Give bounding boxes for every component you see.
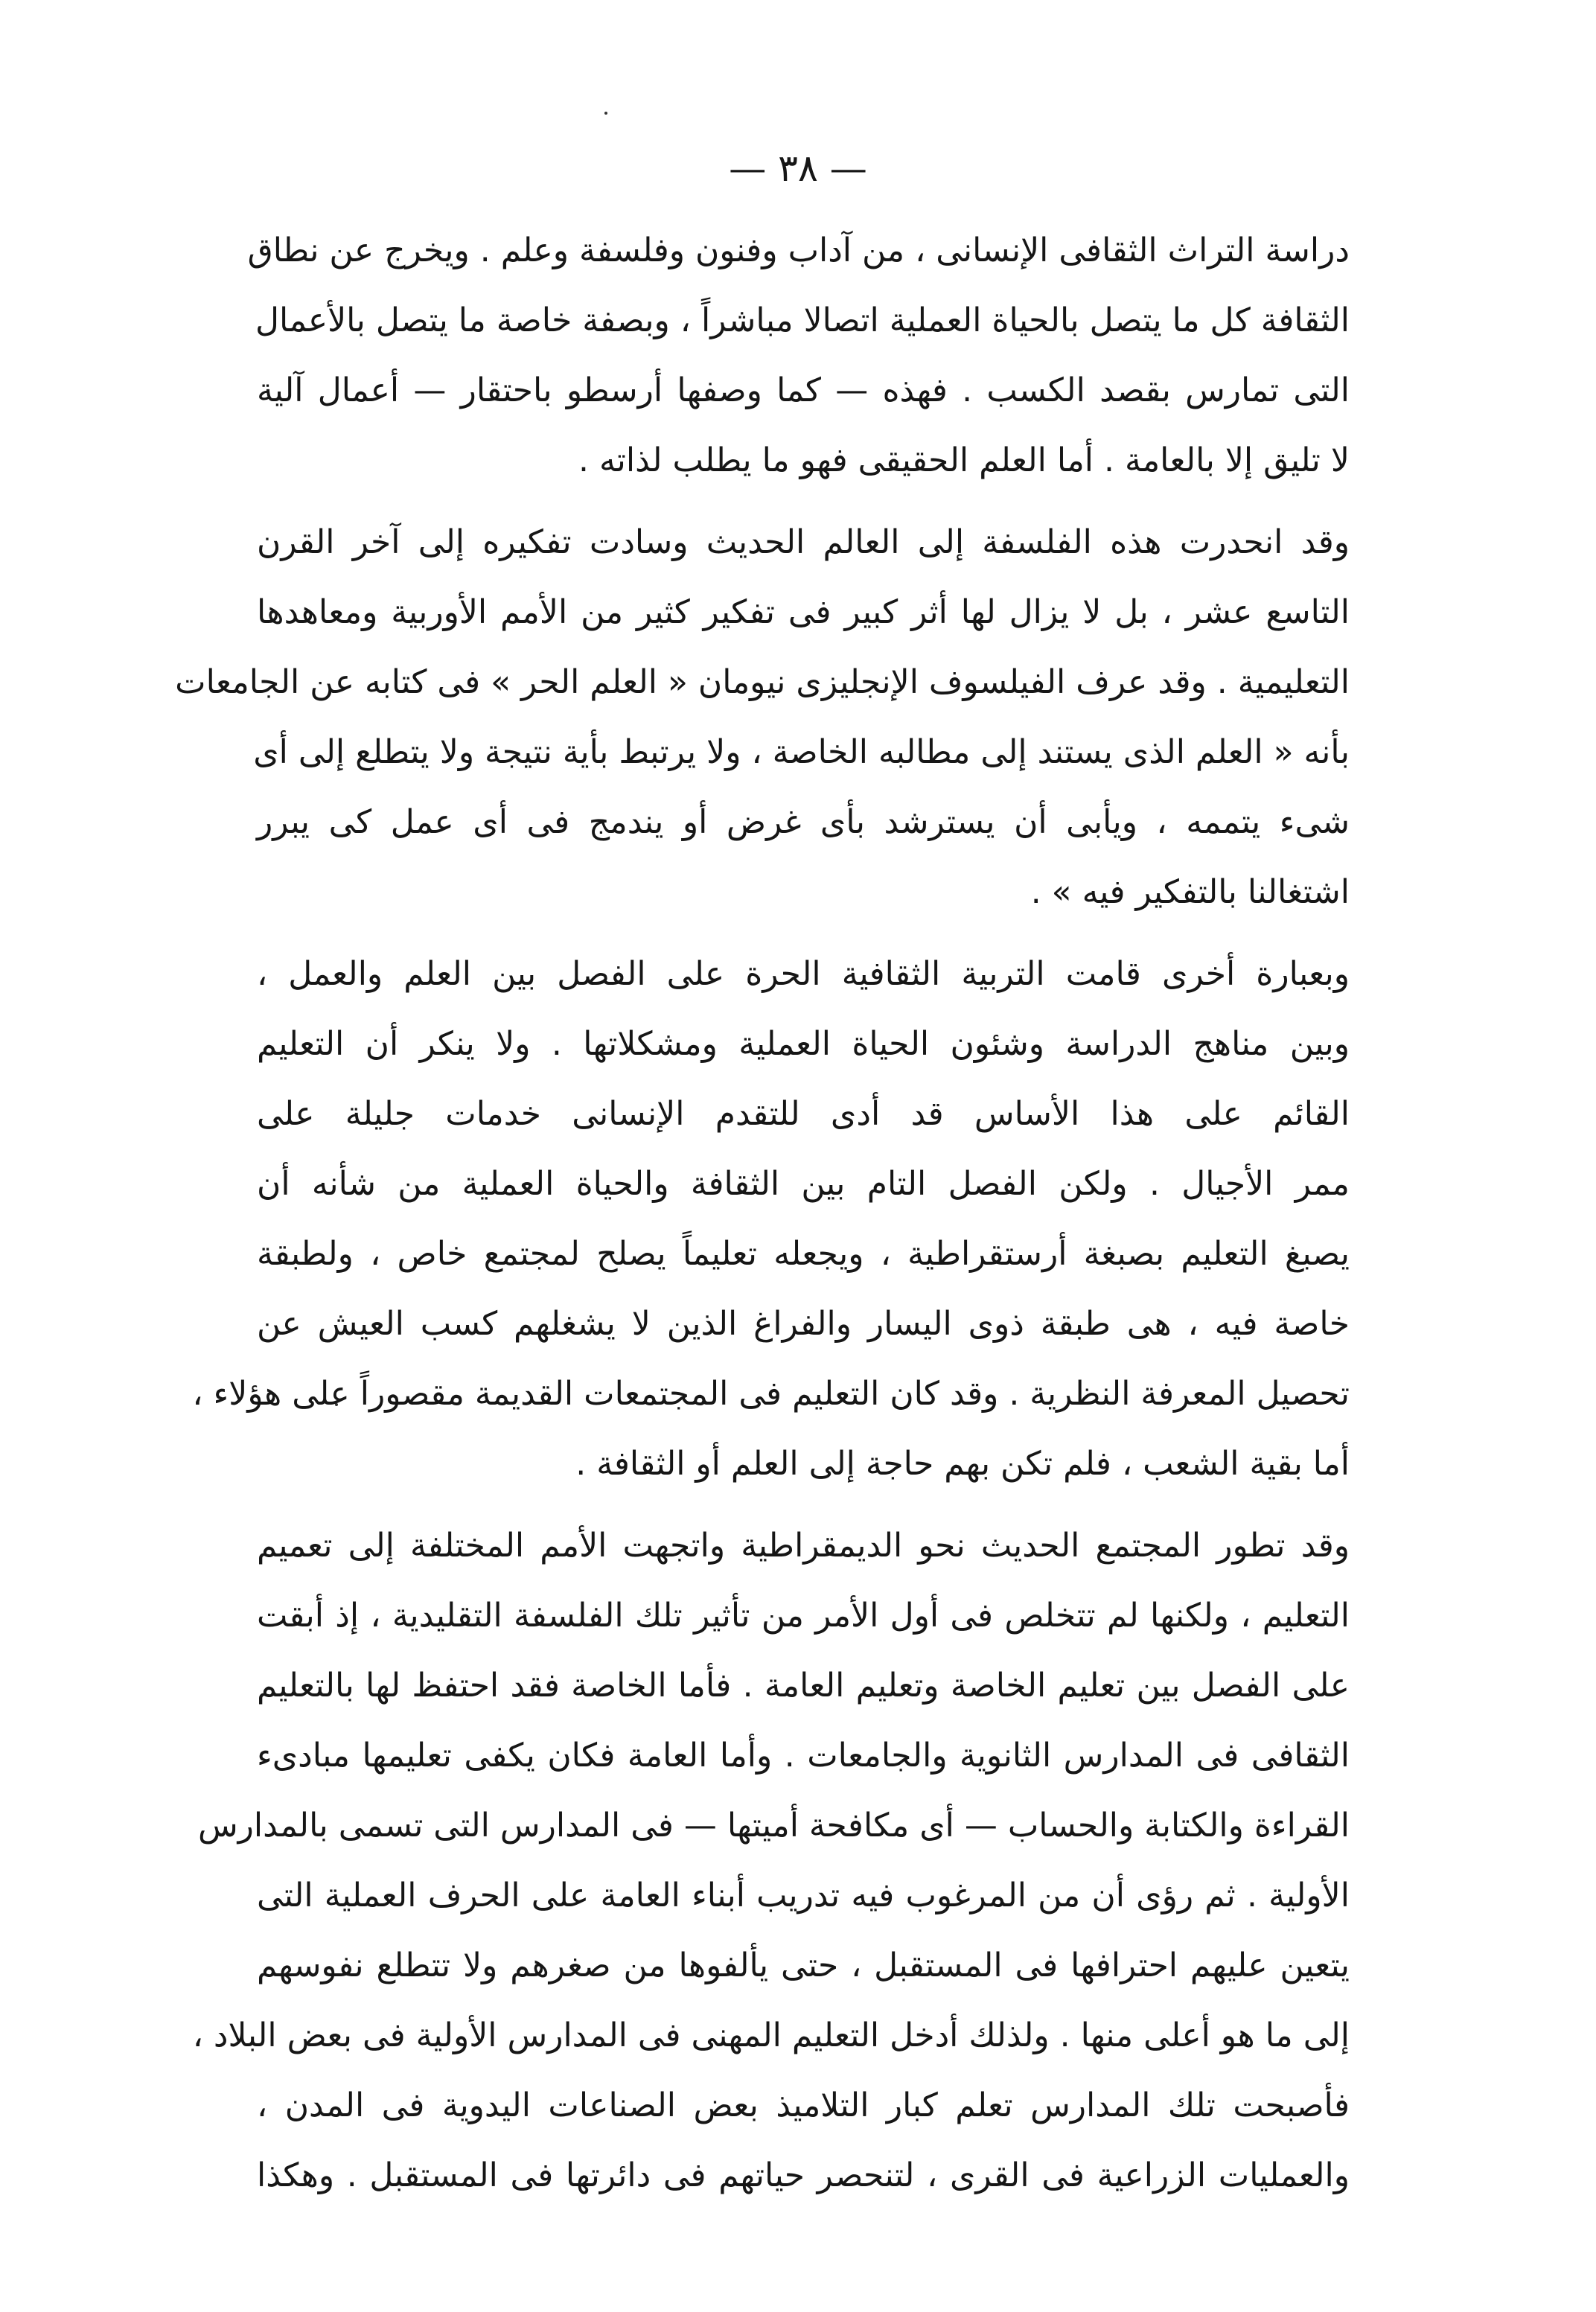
text-line: لا تليق إلا بالعامة . أما العلم الحقيقى فهو ما يطلب لذاته . <box>578 441 1350 479</box>
body-text <box>175 216 1350 2211</box>
text-line: وبين مناهج الدراسة وشئون الحياة العملية ومشكلاتها . ولا ينكر أن التعليم <box>257 1025 1350 1063</box>
text-line: التعليم ، ولكنها لم تتخلص فى أول الأمر من تأثير تلك الفلسفة التقليدية ، إذ أبقت <box>257 1597 1350 1635</box>
text-line: دراسة التراث الثقافى الإنسانى ، من آداب وفنون وفلسفة وعلم . ويخرج عن نطاق <box>247 231 1350 269</box>
text-line: على الفصل بين تعليم الخاصة وتعليم العامة . فأما الخاصة فقد احتفظ لها بالتعليم <box>257 1667 1350 1705</box>
text-line: يصبغ التعليم بصبغة أرستقراطية ، ويجعله تعليماً يصلح لمجتمع خاص ، ولطبقة <box>257 1235 1350 1273</box>
text-line: أما بقية الشعب ، فلم تكن بهم حاجة إلى العلم أو الثقافة . <box>575 1445 1350 1483</box>
text-line: الأولية . ثم رؤى أن من المرغوب فيه تدريب أبناء العامة على الحرف العملية التى <box>257 1877 1350 1915</box>
text-line: القائم على هذا الأساس قد أدى للتقدم الإنسانى خدمات جليلة على <box>257 1095 1350 1133</box>
text-line: والعمليات الزراعية فى القرى ، لتنحصر حياتهم فى دائرتها فى المستقبل . وهكذا <box>257 2156 1350 2194</box>
text-line: اشتغالنا بالتفكير فيه » . <box>1030 873 1350 911</box>
text-line: بأنه « العلم الذى يستند إلى مطالبه الخاصة ، ولا يرتبط بأية نتيجة ولا يتطلع إلى أى <box>253 733 1350 771</box>
text-line: التى تمارس بقصد الكسب . فهذه — كما وصفها أرسطو باحتقار — أعمال آلية <box>257 371 1350 409</box>
page-number: — ٣٨ — <box>729 147 867 190</box>
text-line: القراءة والكتابة والحساب — أى مكافحة أميتها — فى المدارس التى تسمى بالمدارس <box>197 1807 1350 1845</box>
text-line: وقد تطور المجتمع الحديث نحو الديمقراطية واتجهت الأمم المختلفة إلى تعميم <box>257 1527 1350 1565</box>
text-line: تحصيل المعرفة النظرية . وقد كان التعليم فى المجتمعات القديمة مقصوراً على هؤلاء ، <box>192 1375 1350 1413</box>
text-line: خاصة فيه ، هى طبقة ذوى اليسار والفراغ الذين لا يشغلهم كسب العيش عن <box>257 1305 1350 1343</box>
text-line: التاسع عشر ، بل لا يزال لها أثر كبير فى تفكير كثير من الأمم الأوربية ومعاهدها <box>257 593 1350 631</box>
text-line: إلى ما هو أعلى منها . ولذلك أدخل التعليم المهنى فى المدارس الأولية فى بعض البلاد ، <box>192 2016 1350 2054</box>
text-line: الثقافى فى المدارس الثانوية والجامعات . وأما العامة فكان يكفى تعليمها مبادىء <box>257 1737 1350 1775</box>
text-line: التعليمية . وقد عرف الفيلسوف الإنجليزى نيومان « العلم الحر » فى كتابه عن الجامعات <box>175 663 1350 701</box>
text-line: وقد انحدرت هذه الفلسفة إلى العالم الحديث وسادت تفكيره إلى آخر القرن <box>257 523 1350 561</box>
scan-speck <box>604 112 607 115</box>
text-line: الثقافة كل ما يتصل بالحياة العملية اتصالا مباشراً ، وبصفة خاصة ما يتصل بالأعمال <box>255 301 1350 339</box>
text-line: يتعين عليهم احترافها فى المستقبل ، حتى يألفوها من صغرهم ولا تتطلع نفوسهم <box>257 1947 1350 1984</box>
text-line: وبعبارة أخرى قامت التربية الثقافية الحرة على الفصل بين العلم والعمل ، <box>257 955 1350 993</box>
text-line: ممر الأجيال . ولكن الفصل التام بين الثقافة والحياة العملية من شأنه أن <box>257 1165 1350 1203</box>
text-line: فأصبحت تلك المدارس تعلم كبار التلاميذ بعض الصناعات اليدوية فى المدن ، <box>257 2086 1350 2124</box>
text-line: شىء يتممه ، ويأبى أن يسترشد بأى غرض أو يندمج فى أى عمل كى يبرر <box>257 803 1350 841</box>
